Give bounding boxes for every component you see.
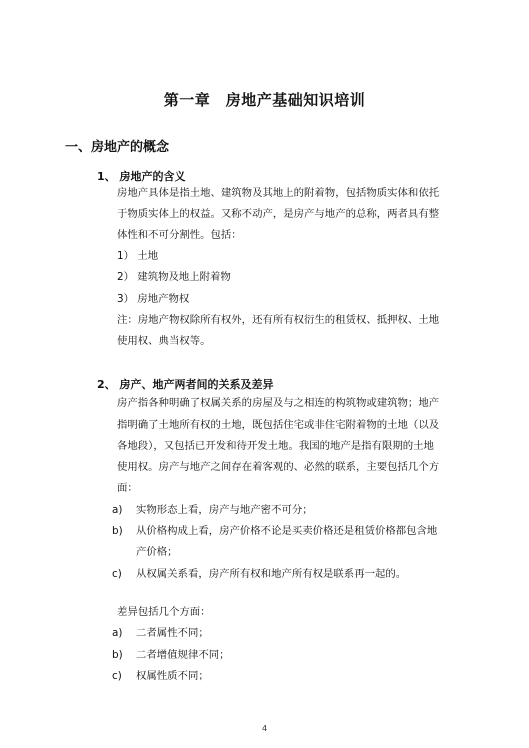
list-marker: b) [112,649,123,661]
differences-intro: 差异包括几个方面： [117,606,211,618]
list-item-text: 二者增值规律不同； [136,649,230,661]
list-marker: b) [112,525,123,537]
paragraph-line: 各地段），又包括已开发和待开发土地。我国的地产是指有限期的土地 [117,440,434,452]
list-marker: a) [112,504,123,516]
paragraph-line: 体性和不可分割性。包括： [117,229,242,241]
paragraph-line: 指明确了土地所有权的土地，既包括住宅或非住宅附着物的土地（以及 [117,419,440,431]
chapter-title: 第一章 房地产基础知识培训 [163,91,366,109]
list-item: 2） 建筑物及地上附着物 [117,271,231,283]
note-line: 注：房地产物权除所有权外，还有所有权衍生的租赁权、抵押权、土地 [117,314,440,326]
subsection-title-2: 2、 房产、地产两者间的关系及差异 [97,378,274,391]
list-item: 3） 房地产物权 [117,293,190,305]
subsection-title-1: 1、 房地产的含义 [97,170,186,183]
list-item-text: 实物形态上看，房产与地产密不可分； [136,504,313,516]
list-marker: c) [112,568,122,580]
list-item-text: 产价格； [136,546,178,558]
page-number: 4 [261,724,268,733]
paragraph-line: 房产指各种明确了权属关系的房屋及与之相连的构筑物或建筑物；地产 [117,397,440,409]
list-item-text: 从权属关系看，房产所有权和地产所有权是联系再一起的。 [136,568,407,580]
section-title: 一、房地产的概念 [65,140,170,155]
paragraph-line: 于物质实体上的权益。又称不动产，是房产与地产的总称，两者具有整 [117,208,440,220]
list-marker: c) [112,670,122,682]
list-item-text: 二者属性不同； [136,627,209,639]
list-item-text: 从价格构成上看，房产价格不论是买卖价格还是租赁价格都包含地 [136,525,438,537]
paragraph-line: 面： [117,482,138,494]
list-item: 1） 土地 [117,250,159,262]
paragraph-line: 使用权。房产与地产之间存在着客观的、必然的联系，主要包括几个方 [117,461,440,473]
list-item-text: 权属性质不同； [136,670,209,682]
paragraph-line: 房地产具体是指土地、建筑物及其地上的附着物，包括物质实体和依托 [117,187,440,199]
note-line: 使用权、典当权等。 [117,335,211,347]
list-marker: a) [112,627,123,639]
